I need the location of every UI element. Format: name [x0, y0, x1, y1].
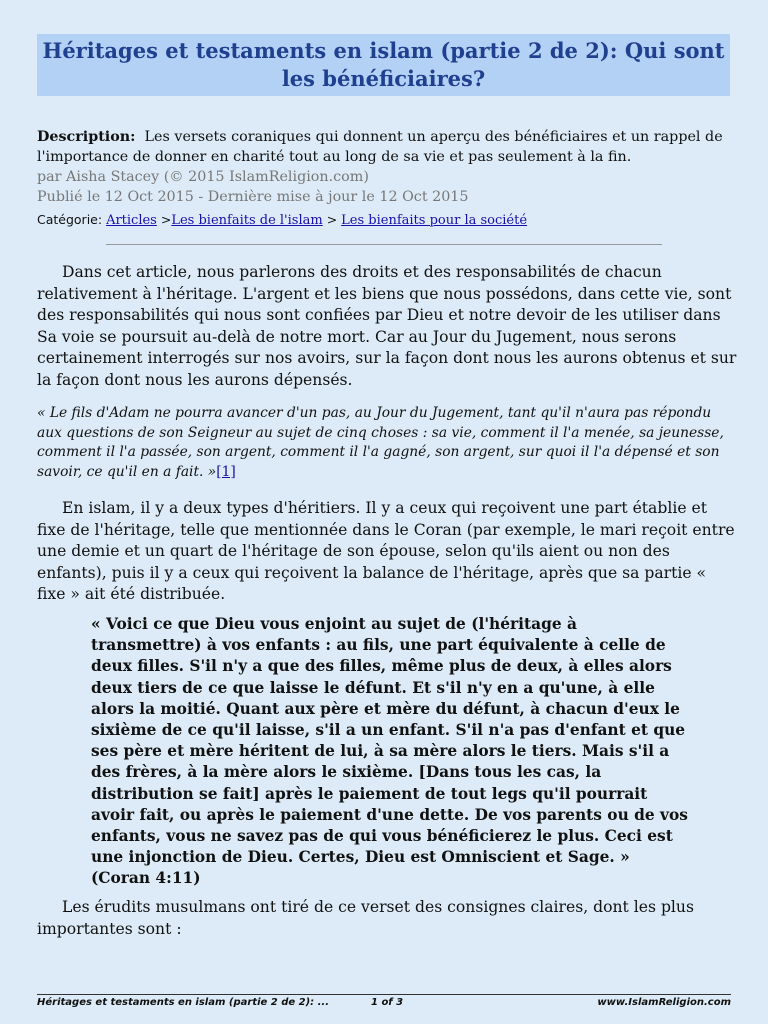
paragraph-intro — [37, 262, 737, 391]
title-banner — [37, 34, 730, 96]
paragraph-heirs — [37, 498, 737, 606]
divider — [106, 244, 662, 245]
paragraph-scholars — [37, 897, 737, 940]
hadith-text: « Le fils d'Adam ne pourra avancer d'un pas, au Jour du Jugement, tant qu'il n'aura pas répondu aux questions de son Seigneur au sujet de cinq choses : sa vie, comment il l'a menée, sa jeunesse, comment il l'a passée, son argent, comment il l'a gagné, son argent, sur quoi il l'a dépensé et son savoir, ce qu'il en a fait. » — [37, 405, 724, 480]
description-label: Description: — [37, 129, 136, 145]
footnote-link[interactable]: [1] — [216, 463, 236, 480]
author-line: par Aisha Stacey (© 2015 IslamReligion.com) — [37, 169, 369, 185]
category-link-bienfaits-islam[interactable]: Les bienfaits de l'islam — [171, 213, 323, 228]
page-title: Héritages et testaments en islam (partie 2 de 2): Qui sont les bénéficiaires? — [42, 38, 725, 91]
category-breadcrumb — [37, 212, 527, 228]
category-link-bienfaits-societe[interactable]: Les bienfaits pour la société — [341, 213, 528, 228]
footer-title: Héritages et testaments en islam (partie 2 de 2): ... — [37, 997, 330, 1008]
quran-quote: « Voici ce que Dieu vous enjoint au sujet de (l'héritage à transmettre) à vos enfants : au fils, une part équivalente à celle de deux filles. S'il n'y a que des filles, même plus de deux, à elles alors deux tiers de ce que laisse le défunt. Et s'il n'y en a qu'une, à elle alors la moitié. Quant aux père et mère du défunt, à chacun d'eux le sixième de ce qu'il laisse, s'il a un enfant. S'il n'a pas d'enfant et que ses père et mère héritent de lui, à sa mère alors le tiers. Mais s'il a des frères, à la mère alors le sixième. [Dans tous les cas, la distribution se fait] après le paiement de tout legs qu'il pourrait avoir fait, ou après le paiement d'une dette. De vos parents ou de vos enfants, vous ne savez pas de qui vous bénéficierez le plus. Ceci est une injonction de Dieu. Certes, Dieu est Omniscient et Sage. » (Coran 4:11) — [91, 615, 688, 888]
description-text: Les versets coraniques qui donnent un aperçu des bénéficiaires et un rappel de l'importance de donner en charité tout au long de sa vie et pas seulement à la fin. — [37, 129, 723, 165]
publish-date: Publié le 12 Oct 2015 - Dernière mise à jour le 12 Oct 2015 — [37, 189, 469, 205]
category-label: Catégorie: — [37, 212, 103, 227]
footer-page-number: 1 of 3 — [371, 997, 404, 1008]
footer-site: www.IslamReligion.com — [597, 997, 731, 1008]
page-footer — [37, 994, 731, 1011]
paragraph-scholars-text: Les érudits musulmans ont tiré de ce verset des consignes claires, dont les plus importantes sont : — [37, 898, 694, 938]
paragraph-heirs-text: En islam, il y a deux types d'héritiers. Il y a ceux qui reçoivent une part établie et fixe de l'héritage, telle que mentionnée dans le Coran (par exemple, le mari reçoit entre une demie et un quart de l'héritage de son épouse, selon qu'ils aient ou non des enfants), puis il y a ceux qui reçoivent la balance de l'héritage, après que sa partie « fixe » ait été distribuée. — [37, 499, 735, 603]
breadcrumb-separator: > — [160, 212, 172, 227]
category-link-articles[interactable]: Articles — [106, 213, 157, 228]
description-block — [37, 127, 737, 207]
hadith-quote — [37, 404, 737, 482]
paragraph-intro-text: Dans cet article, nous parlerons des droits et des responsabilités de chacun relativement à l'héritage. L'argent et les biens que nous possédons, dans cette vie, sont des responsabilités qui nous sont confiées par Dieu et notre devoir de les utiliser dans Sa voie se poursuit au-delà de notre mort. Car au Jour du Jugement, nous serons certainement interrogés sur nos avoirs, sur la façon dont nous les aurons obtenus et sur la façon dont nous les aurons dépensés. — [37, 263, 737, 389]
breadcrumb-separator: > — [326, 212, 338, 227]
